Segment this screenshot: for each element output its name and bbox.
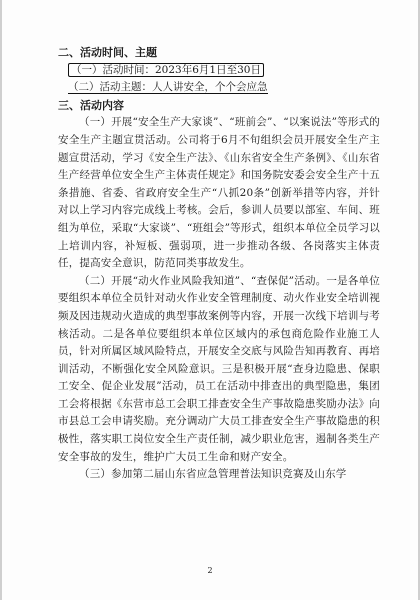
scan-edge-left <box>0 0 2 600</box>
paragraph-hot-work: （二）开展“动火作业风险我知道”、“查保促”活动。一是各单位要组织本单位全员针对动火作业安全管理制度、动火作业安全培训视频及因违规动火造成的典型事故案例等内容，开展一次线下培训与考核活动。二是各单位要组织本单位区域内的承包商危险作业施工人员，针对所属区域风险特点，开展安全交底与风险告知再教育、再培训活动，不断强化安全风险意识。三是积极开展“查身边隐患、保职工安全、促企业发展”活动，员工在活动中排查出的典型隐患，集团工会将根据《东营市总工会职工排查安全生产事故隐患奖励办法》向市县总工会申请奖励。充分调动广大员工排查安全生产事故隐患的积极性，落实职工岗位安全生产责任制，减少职业危害，遏制各类生产安全事故的发生，维护广大员工生命和财产安全。 <box>58 274 380 463</box>
section-heading-content: 三、活动内容 <box>58 98 124 112</box>
section-heading-time-theme: 二、活动时间、主题 <box>58 46 157 59</box>
activity-time: （一）活动时间：2023年6月1日至30日 <box>58 62 380 80</box>
paragraph-competition: （三）参加第二届山东省应急管理普法知识竞赛及山东学 <box>79 468 347 481</box>
activity-theme: （二）活动主题：人人讲安全，个个会应急 <box>68 81 268 94</box>
paragraph-safety-publicity: （一）开展“安全生产大家谈”、“班前会”、“以案说法”等形式的安全生产主题宣贯活动。公司将于6月不旬组织会员开展安全生产主题宣贯活动，学习《安全生产法》、《山东省安全生产条例》、《山东省生产经营单位安全生产主体责任规定》和国务院安委会安全生产十五条措施、省委、省政府安全生产“八抓20条”创新举措等内容，并针对以上学习内容完成线上考核。会后，参训人员要以部室、车间、班组为单位，采取“大家谈”、“班组会”等形式，组织本单位全员学习以上培训内容，补短板、强弱项，进一步推动各级、各岗落实主体责任，提高安全意识，防范同类事故发生。 <box>58 116 380 270</box>
page-number: 2 <box>207 566 213 575</box>
document-body <box>58 44 380 484</box>
